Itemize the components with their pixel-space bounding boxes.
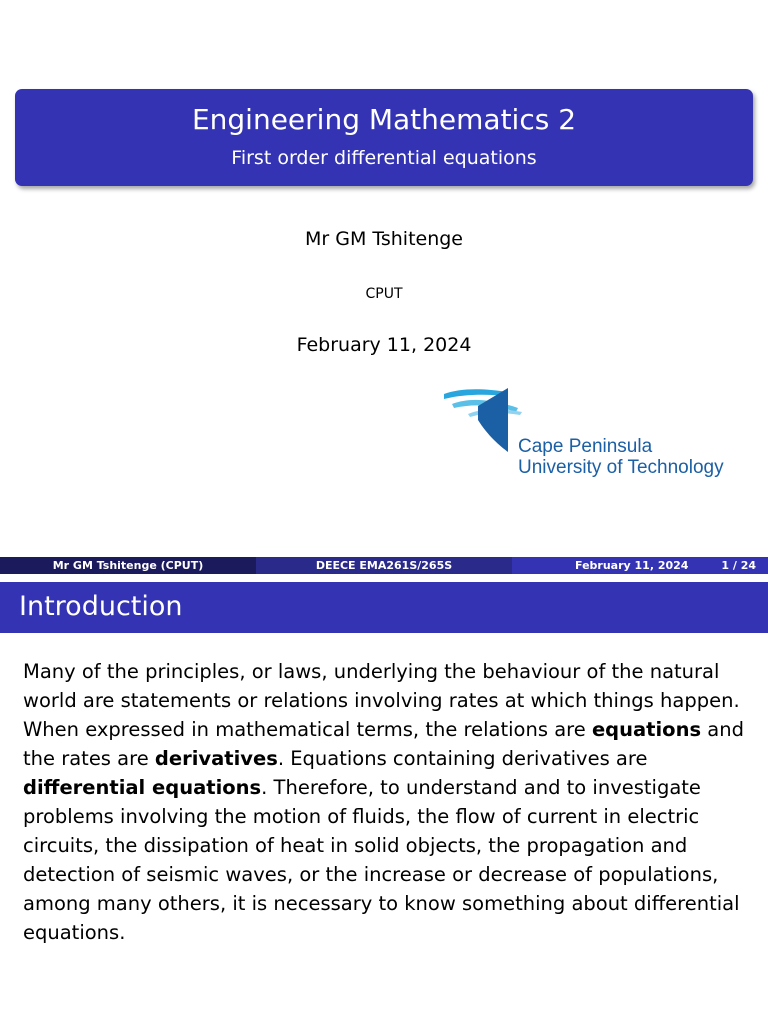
intro-paragraph xyxy=(23,657,749,947)
title-box xyxy=(15,89,753,186)
cput-logo xyxy=(442,386,752,482)
frame-title: Introduction xyxy=(19,591,183,622)
footer-date-page xyxy=(512,557,768,574)
presentation-title: Engineering Mathematics 2 xyxy=(191,103,577,136)
paragraph-text-3: . Equations containing derivatives are xyxy=(277,747,648,770)
footer-author: Mr GM Tshitenge (CPUT) xyxy=(0,557,256,574)
author-name: Mr GM Tshitenge xyxy=(304,228,463,250)
term-derivatives: derivatives xyxy=(154,747,278,770)
footer-course: DEECE EMA261S/265S xyxy=(256,557,512,574)
paragraph-text-2: and the rates are xyxy=(23,718,744,770)
footer-page-number: 1 / 24 xyxy=(721,559,756,572)
slide-footer xyxy=(0,557,768,574)
footer-date: February 11, 2024 xyxy=(575,559,689,572)
presentation-subtitle: First order differential equations xyxy=(231,147,537,169)
institute-name: CPUT xyxy=(365,286,403,302)
term-differential-equations: differential equations xyxy=(23,776,262,799)
paragraph-text-4: . Therefore, to understand and to investigate problems involving the motion of fluids, the flow of current in electric circuits, the dissipation of heat in solid objects, the propagation and detection of seismic waves, or the increase or decrease of populations, among many others, it is necessary to know something about differential equations. xyxy=(23,776,740,944)
presentation-date: February 11, 2024 xyxy=(296,334,472,356)
term-equations: equations xyxy=(591,718,702,741)
logo-text-line1: Cape Peninsula xyxy=(518,436,653,457)
logo-text-line2: University of Technology xyxy=(518,457,724,478)
frame-title-bar xyxy=(0,582,768,633)
paragraph-text-1: Many of the principles, or laws, underlying the behaviour of the natural world are statements or relations involving rates at which things happen. When expressed in mathematical terms, the relations are xyxy=(23,660,740,741)
